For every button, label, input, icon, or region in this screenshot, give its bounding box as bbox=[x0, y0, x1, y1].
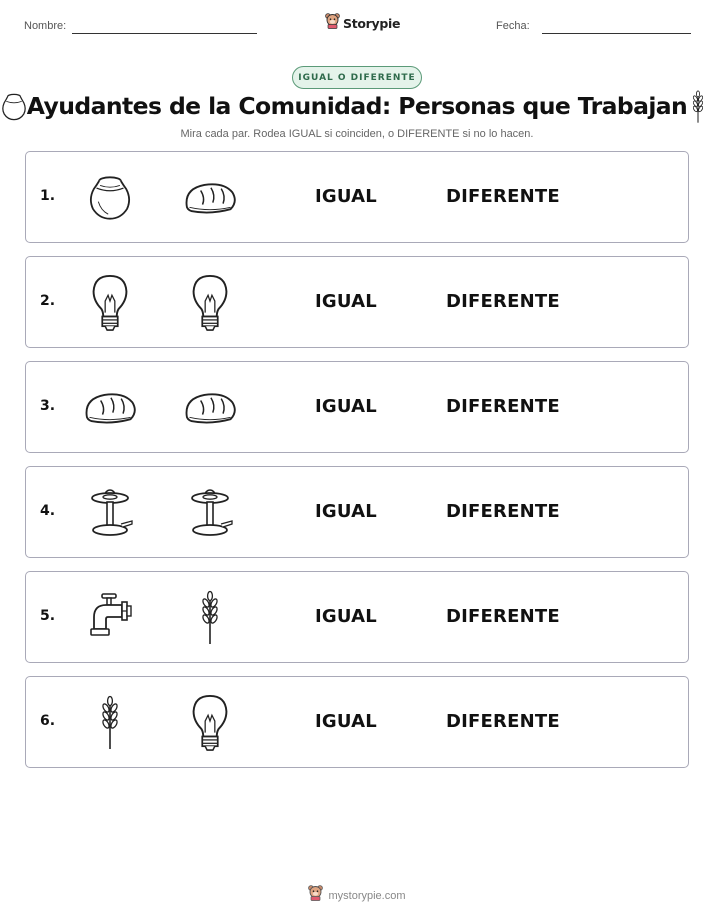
footer-website[interactable]: mystorypie.com bbox=[328, 889, 406, 902]
date-line bbox=[542, 33, 691, 34]
pot-icon bbox=[80, 168, 140, 228]
row-number: 2. bbox=[40, 293, 56, 309]
exercise-row-5 bbox=[25, 571, 689, 663]
exercise-row-4 bbox=[25, 466, 689, 558]
row-number: 5. bbox=[40, 608, 56, 624]
same-option[interactable]: IGUAL bbox=[315, 606, 377, 627]
bread-icon bbox=[180, 168, 240, 228]
bear-mascot-icon bbox=[308, 885, 323, 906]
activity-badge: IGUAL O DIFERENTE bbox=[292, 66, 422, 89]
same-option[interactable]: IGUAL bbox=[315, 396, 377, 417]
page-title: Ayudantes de la Comunidad: Personas que Trabajan bbox=[26, 92, 688, 120]
exercise-row-2 bbox=[25, 256, 689, 348]
same-option[interactable]: IGUAL bbox=[315, 186, 377, 207]
brand-name: Storypie bbox=[343, 16, 401, 31]
bread-icon bbox=[180, 378, 240, 438]
row-number: 6. bbox=[40, 713, 56, 729]
different-option[interactable]: DIFERENTE bbox=[446, 186, 560, 207]
potters-wheel-icon bbox=[180, 483, 240, 543]
different-option[interactable]: DIFERENTE bbox=[446, 501, 560, 522]
bear-mascot-icon bbox=[325, 13, 340, 34]
wheat-icon bbox=[80, 693, 140, 753]
exercise-row-1 bbox=[25, 151, 689, 243]
wheat-icon bbox=[690, 90, 706, 129]
footer bbox=[0, 885, 714, 906]
instructions: Mira cada par. Rodea IGUAL si coinciden, o DIFERENTE si no lo hacen. bbox=[180, 128, 534, 140]
same-option[interactable]: IGUAL bbox=[315, 501, 377, 522]
different-option[interactable]: DIFERENTE bbox=[446, 291, 560, 312]
lightbulb-icon bbox=[180, 273, 240, 333]
different-option[interactable]: DIFERENTE bbox=[446, 711, 560, 732]
potters-wheel-icon bbox=[80, 483, 140, 543]
name-line bbox=[72, 33, 257, 34]
exercise-row-3 bbox=[25, 361, 689, 453]
same-option[interactable]: IGUAL bbox=[315, 711, 377, 732]
bread-icon bbox=[80, 378, 140, 438]
brand-logo bbox=[325, 13, 400, 34]
exercise-row-6 bbox=[25, 676, 689, 768]
same-option[interactable]: IGUAL bbox=[315, 291, 377, 312]
lightbulb-icon bbox=[180, 693, 240, 753]
row-number: 3. bbox=[40, 398, 56, 414]
row-number: 4. bbox=[40, 503, 56, 519]
faucet-icon bbox=[80, 588, 140, 648]
wheat-icon bbox=[180, 588, 240, 648]
different-option[interactable]: DIFERENTE bbox=[446, 606, 560, 627]
lightbulb-icon bbox=[80, 273, 140, 333]
different-option[interactable]: DIFERENTE bbox=[446, 396, 560, 417]
row-number: 1. bbox=[40, 188, 56, 204]
name-label: Nombre: bbox=[24, 20, 67, 32]
date-label: Fecha: bbox=[496, 20, 530, 32]
